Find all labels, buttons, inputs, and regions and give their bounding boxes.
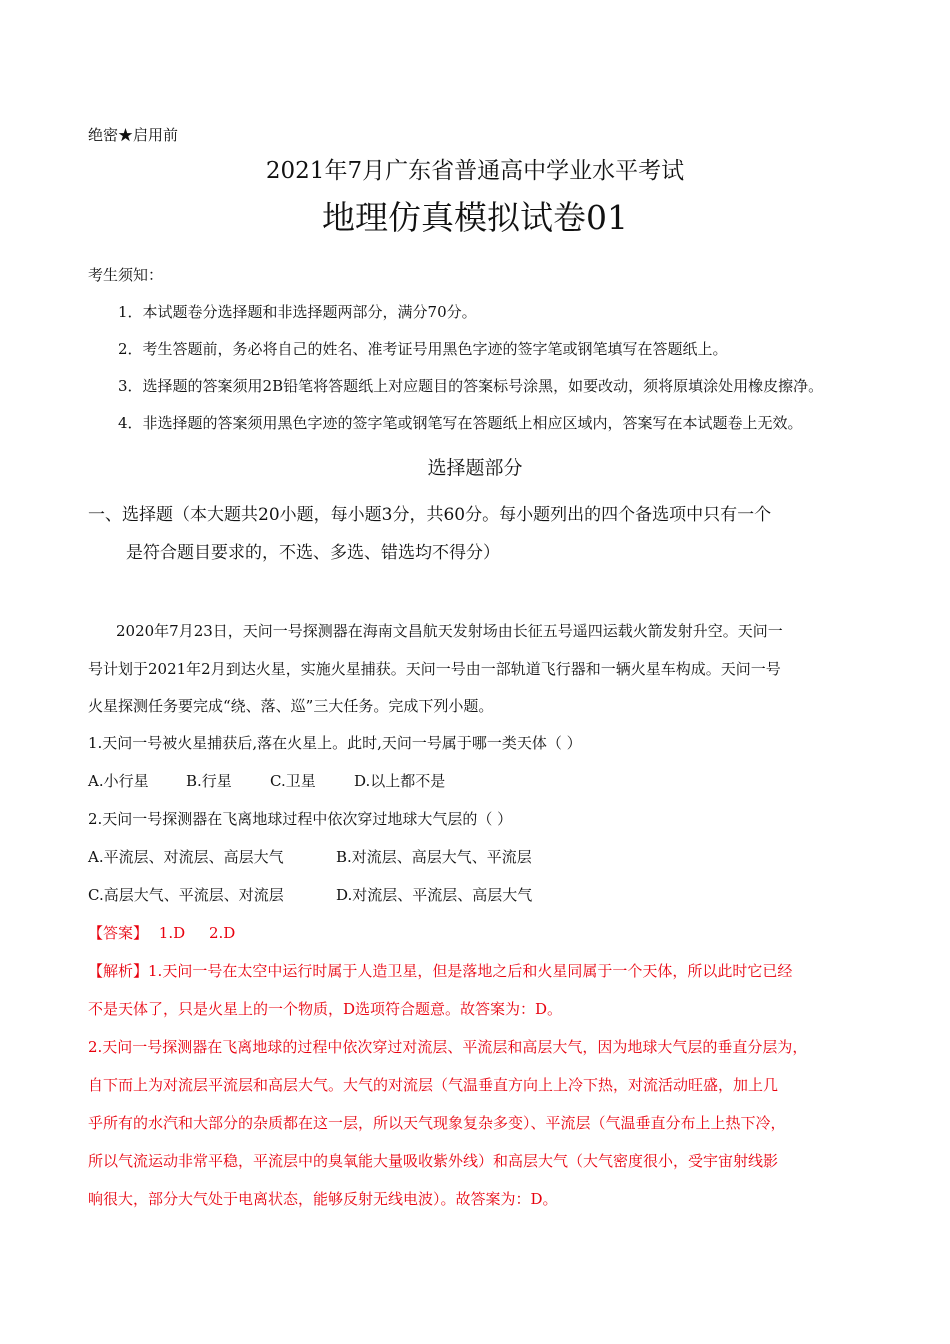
paper-title: 地理仿真模拟试卷01: [322, 198, 628, 237]
q2-option-b: B.对流层、高层大气、平流层: [336, 848, 532, 866]
analysis-line-1: [88, 960, 792, 981]
analysis-line-7: 响很大，部分大气处于电离状态，能够反射无线电波）。故答案为：D。: [88, 1190, 558, 1208]
passage-line-1: 2020年7月23日，天问一号探测器在海南文昌航天发射场由长征五号遥四运载火箭发射升空。天问一: [116, 622, 783, 640]
q2-stem: 2.天问一号探测器在飞离地球过程中依次穿过地球大气层的（ ）: [88, 810, 513, 828]
exam-title: 2021年7月广东省普通高中学业水平考试: [265, 158, 685, 184]
answer-label: 【答案】: [88, 924, 149, 942]
q2-option-c: C.高层大气、平流层、对流层: [88, 886, 284, 904]
analysis-line-6: 所以气流运动非常平稳，平流层中的臭氧能大量吸收紫外线）和高层大气（大气密度很小，受宇宙射线影: [88, 1152, 779, 1170]
q1-option-a: A.小行星: [88, 772, 149, 790]
part-heading-line-1: 一、选择题（本大题共20小题，每小题3分，共60分。每小题列出的四个备选项中只有一个: [88, 505, 772, 525]
answer-text: 1.D 2.D: [158, 924, 236, 942]
passage-line-2: 号计划于2021年2月到达火星，实施火星捕获。天问一号由一部轨道飞行器和一辆火星车构成。天问一号: [88, 660, 781, 678]
part-heading-line-2: 是符合题目要求的，不选、多选、错选均不得分）: [126, 543, 500, 563]
analysis-label: 【解析】: [88, 962, 149, 980]
notice-item-4: 4．非选择题的答案须用黑色字迹的签字笔或钢笔写在答题纸上相应区域内，答案写在本试题卷上无效。: [118, 414, 803, 432]
secret-label: 绝密★启用前: [88, 126, 179, 144]
q2-option-d: D.对流层、平流层、高层大气: [336, 886, 533, 904]
analysis-line-3: 2.天问一号探测器在飞离地球的过程中依次穿过对流层、平流层和高层大气，因为地球大气层的垂直分层为，: [88, 1038, 808, 1056]
notice-item-3: 3．选择题的答案须用2B铅笔将答题纸上对应题目的答案标号涂黑，如要改动，须将原填涂处用橡皮擦净。: [118, 377, 824, 395]
passage-line-3: 火星探测任务要完成“绕、落、巡”三大任务。完成下列小题。: [88, 697, 494, 715]
notice-item-2: 2．考生答题前，务必将自己的姓名、准考证号用黑色字迹的签字笔或钢笔填写在答题纸上。: [118, 340, 728, 358]
section-title: 选择题部分: [427, 457, 523, 479]
q1-stem: 1.天问一号被火星捕获后,落在火星上。此时,天问一号属于哪一类天体（ ）: [88, 734, 582, 752]
q2-option-a: A.平流层、对流层、高层大气: [88, 848, 284, 866]
q1-option-b: B.行星: [186, 772, 232, 790]
answer-line: [88, 922, 235, 943]
analysis-line-2: 不是天体了，只是火星上的一个物质，D选项符合题意。故答案为：D。: [88, 1000, 563, 1018]
notice-heading: 考生须知：: [88, 266, 164, 284]
analysis-text-1: 1.天问一号在太空中运行时属于人造卫星，但是落地之后和火星同属于一个天体，所以此时它已经: [148, 962, 793, 980]
q1-option-d: D.以上都不是: [354, 772, 446, 790]
analysis-line-4: 自下而上为对流层平流层和高层大气。大气的对流层（气温垂直方向上上冷下热，对流活动旺盛，加上几: [88, 1076, 779, 1094]
analysis-line-5: 乎所有的水汽和大部分的杂质都在这一层，所以天气现象复杂多变）、平流层（气温垂直分布上上热下冷，: [88, 1114, 786, 1132]
q1-option-c: C.卫星: [270, 772, 316, 790]
notice-item-1: 1．本试题卷分选择题和非选择题两部分，满分70分。: [118, 303, 477, 321]
